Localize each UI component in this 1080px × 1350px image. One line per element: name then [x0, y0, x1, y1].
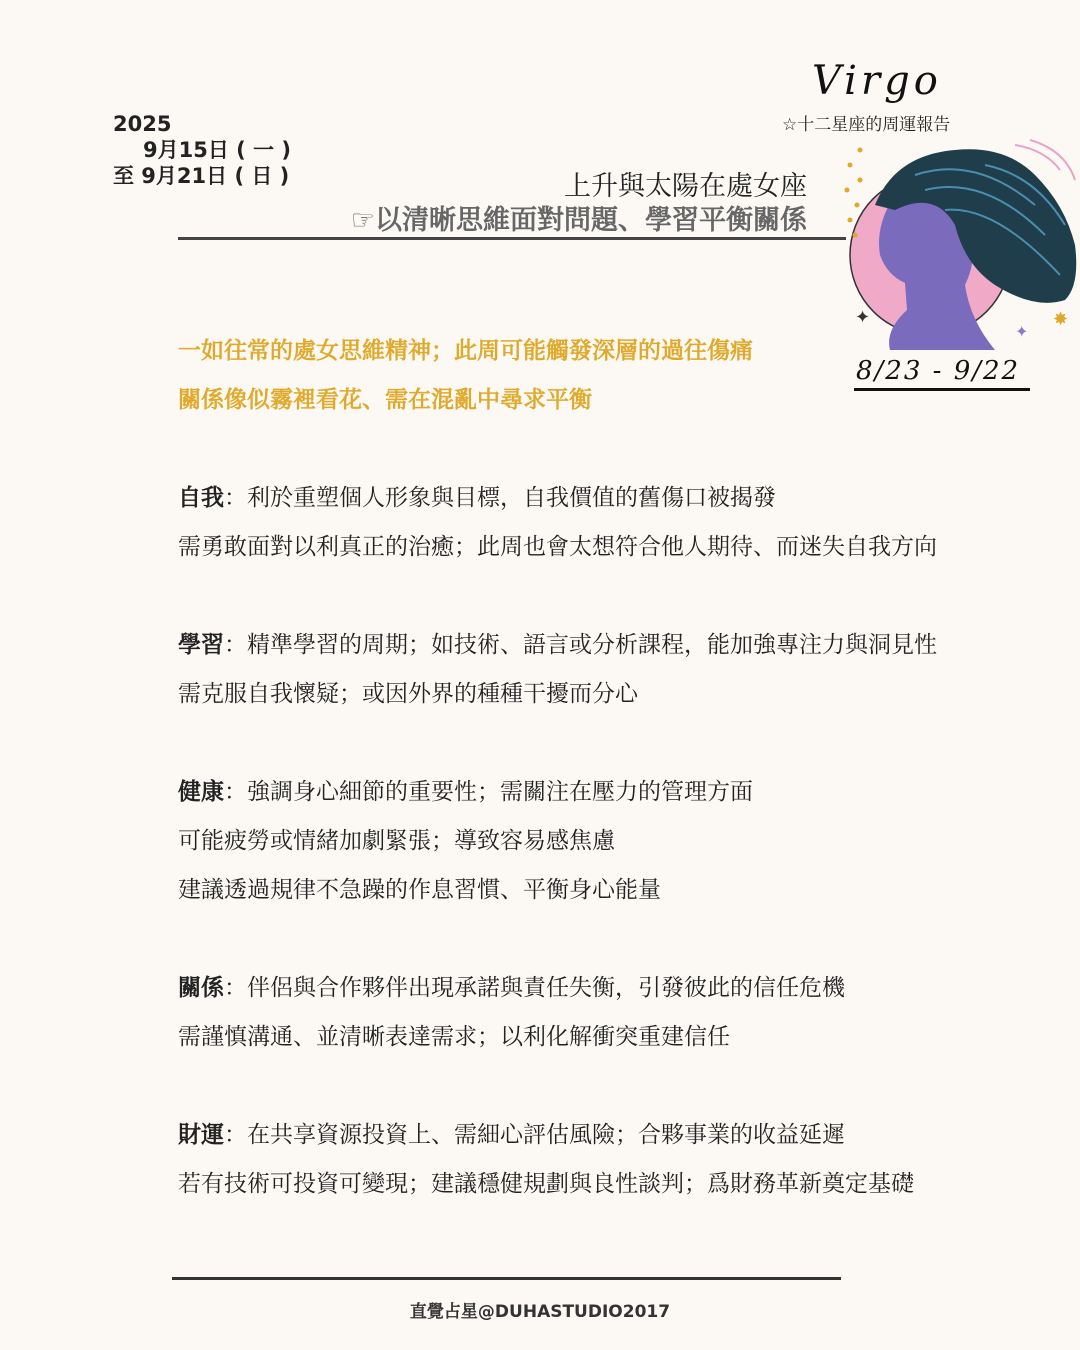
section-text: ：伴侶與合作夥伴出現承諾與責任失衡，引發彼此的信任危機 [224, 975, 845, 1001]
section-text: ：在共享資源投資上、需細心評估風險；合夥事業的收益延遲 [224, 1122, 845, 1148]
virgo-illustration [835, 135, 1080, 350]
year: 2025 [113, 112, 172, 136]
page-subtitle: ☞以清晰思維面對問題、學習平衡關係 [350, 205, 807, 236]
section-label: 關係 [178, 975, 224, 1001]
section-text: ：強調身心細節的重要性；需關注在壓力的管理方面 [224, 779, 753, 805]
section-health [178, 773, 753, 806]
section-label: 財運 [178, 1122, 224, 1148]
section-label: 學習 [178, 632, 224, 658]
sign-name: Virgo [812, 58, 942, 104]
svg-text:✦: ✦ [1015, 322, 1029, 341]
section-label: 健康 [178, 779, 224, 805]
section-self [178, 479, 776, 512]
section-text: 可能疲勞或情緒加劇緊張；導致容易感焦慮 [178, 828, 615, 854]
page-title: 上升與太陽在處女座 [564, 171, 807, 202]
section-text: 若有技術可投資可變現；建議穩健規劃與良性談判；爲財務革新奠定基礎 [178, 1171, 914, 1197]
section-text: 需謹慎溝通、並清晰表達需求；以利化解衝突重建信任 [178, 1024, 730, 1050]
section-text: 需勇敢面對以利真正的治癒；此周也會太想符合他人期待、而迷失自我方向 [178, 534, 937, 560]
summary-line: 關係像似霧裡看花、需在混亂中尋求平衡 [178, 387, 592, 413]
start-date: 9月15日 ( 一 ) [143, 138, 291, 162]
end-date: 至 9月21日 ( 日 ) [113, 164, 290, 188]
section-text: 需克服自我懷疑；或因外界的種種干擾而分心 [178, 681, 638, 707]
footer-divider [172, 1277, 841, 1280]
section-label: 自我 [178, 485, 224, 511]
summary-line: 一如往常的處女思維精神；此周可能觸發深層的過往傷痛 [178, 338, 753, 364]
footer-credit: 直覺占星@DUHASTUDIO2017 [409, 1302, 671, 1322]
section-wealth [178, 1116, 845, 1149]
section-text: ：利於重塑個人形象與目標，自我價值的舊傷口被揭發 [224, 485, 776, 511]
sign-date-range: 8/23 - 9/22 [856, 356, 1021, 386]
date-underline [854, 388, 1030, 391]
header-divider [178, 237, 846, 240]
svg-text:✦: ✦ [855, 307, 871, 328]
series-label: ☆十二星座的周運報告 [782, 115, 951, 135]
section-text: ：精準學習的周期；如技術、語言或分析課程，能加強專注力與洞見性 [224, 632, 937, 658]
svg-text:✸: ✸ [1053, 309, 1069, 330]
section-text: 建議透過規律不急躁的作息習慣、平衡身心能量 [178, 877, 661, 903]
section-relationship [178, 969, 845, 1002]
section-study [178, 626, 937, 659]
